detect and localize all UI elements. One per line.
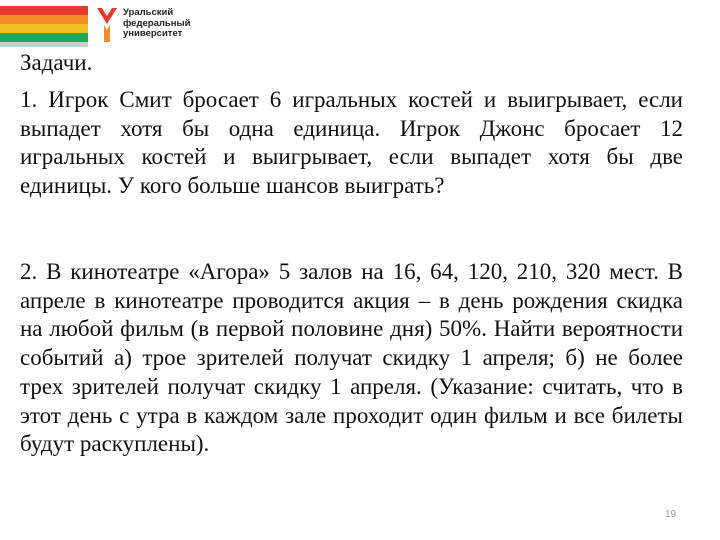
logo-line-1: Уральский bbox=[123, 7, 174, 18]
university-logo bbox=[96, 8, 190, 42]
task-1: 1. Игрок Смит бросает 6 игральных костей и выигрывает, если выпадет хотя бы одна единица. Игрок Джонс бросает 12 игральных костей и выигрывает, если выпадет хотя бы две единицы. У кого больше шансов выиграть? bbox=[20, 87, 683, 199]
stripe-yellow bbox=[0, 24, 88, 33]
stripe-green bbox=[0, 33, 88, 42]
stripe-gray bbox=[0, 42, 88, 47]
stripe-red bbox=[0, 6, 88, 15]
logo-text bbox=[123, 8, 190, 40]
logo-line-3: университет bbox=[123, 28, 183, 39]
task-2: 2. В кинотеатре «Агора» 5 залов на 16, 64, 120, 210, 320 мест. В апреле в кинотеатре проводится акция – в день рождения скидка на любой фильм (в первой половине дня) 50%. Найти вероятности событий а) трое зрителей получат скидку 1 апреля; б) не более трех зрителей получат скидку 1 апреля. (Указание: считать, что в этот день с утра в каждом зале проходит один фильм и все билеты будут раскуплены). bbox=[20, 259, 683, 457]
page-number: 19 bbox=[665, 509, 677, 520]
stripe-orange bbox=[0, 15, 88, 24]
urfu-logo-icon bbox=[96, 8, 118, 42]
logo-line-2: федеральный bbox=[123, 17, 191, 29]
page-heading: Задачи. bbox=[20, 50, 93, 75]
